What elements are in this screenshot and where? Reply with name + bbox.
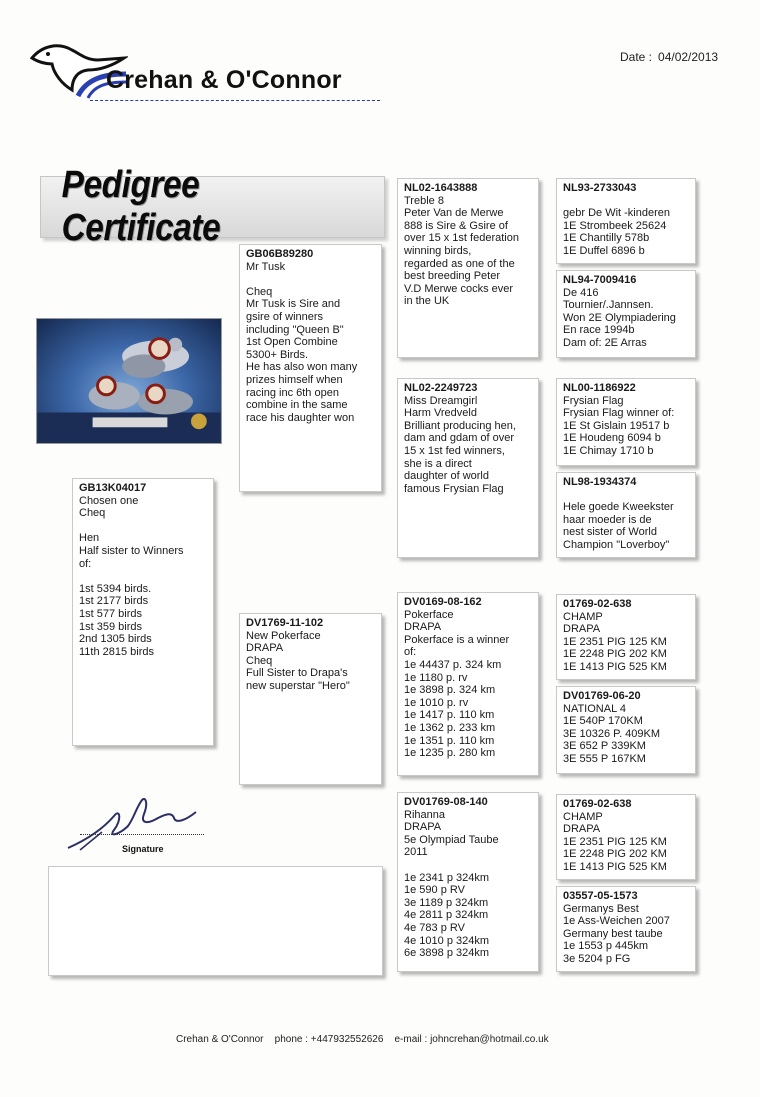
card-lines [404,609,532,760]
card-line [246,273,375,286]
card-line: 1st 2177 birds [79,595,149,608]
ring-number: 03557-05-1573 [563,890,638,902]
card-line: Cheq [79,507,106,520]
card-line: 1E Chantilly 578b [563,232,650,245]
card-line: DRAPA [404,621,442,634]
card-line: Hele goede Kweekster [563,501,674,514]
card-lines [246,261,375,425]
dam-sire-dam-card [556,686,696,774]
card-line: 1e 44437 p. 324 km [404,658,502,671]
card-line: gebr De Wit -kinderen [563,207,670,220]
bird-card [72,478,214,746]
card-line [563,195,689,208]
signature-label: Signature [122,844,164,854]
card-lines [404,195,532,308]
card-line: 2011 [404,846,428,859]
ring-number: NL02-1643888 [404,182,478,194]
card-line: 4e 2811 p 324km [404,909,489,922]
card-lines [563,611,689,674]
ring-number: 01769-02-638 [563,798,632,810]
date-row [620,50,724,64]
card-line: gsire of winners [246,310,324,323]
card-line: 1E 1413 PIG 525 KM [563,860,667,873]
card-lines [563,489,689,552]
ring-number: NL00-1186922 [563,382,636,394]
card-line: of: [404,646,417,659]
dam-dam-card [397,792,539,972]
card-line [404,859,532,872]
card-line: 1e 1180 p. rv [404,671,468,684]
card-line: daughter of world [404,470,489,483]
card-line: 3e 5204 p FG [563,952,631,965]
ring-number: 01769-02-638 [563,598,632,610]
card-line: 1E Duffel 6896 b [563,244,645,257]
card-line: nest sister of World [563,526,657,539]
ring-number: NL94-7009416 [563,274,637,286]
card-line: Pokerface is a winner [404,633,510,646]
card-line: 1E 1413 PIG 525 KM [563,660,667,673]
footer-email[interactable]: johncrehan@hotmail.co.uk [430,1034,549,1045]
card-line: 6e 3898 p 324km [404,947,490,960]
footer-contact [176,1034,549,1045]
card-line: Half sister to Winners [79,544,184,557]
card-line: 3E 10326 P. 409KM [563,727,661,740]
card-line: 5e Olympiad Taube [404,833,499,846]
footer-company: Crehan & O'Connor [176,1034,264,1045]
ring-number: DV1769-11-102 [246,617,324,629]
card-line [563,489,689,502]
card-line: 1E 540P 170KM [563,715,643,728]
card-line: Brilliant producing hen, [404,419,516,432]
card-line: combine in the same [246,399,348,412]
card-line: 1E 2351 PIG 125 KM [563,635,667,648]
card-line: 1e 1553 p 445km [563,940,649,953]
card-line: 1st Open Combine [246,336,338,349]
card-line: CHAMP [563,610,603,623]
card-line: 1e 1235 p. 280 km [404,747,496,760]
card-line: De 416 [563,286,599,299]
card-line: 1E St Gislain 19517 b [563,419,670,432]
dam-dam-sire-card [556,794,696,880]
card-line: Hen [79,532,100,545]
notes-box [48,866,383,976]
pigeon-photo [36,318,222,444]
card-lines [563,703,689,766]
card-line: 2nd 1305 birds [79,633,152,646]
card-line: Mr Tusk [246,260,286,273]
card-line: Peter Van de Merwe [404,207,504,220]
card-line: Pokerface [404,608,454,621]
card-line: 1st 359 birds [79,620,142,633]
sire-dam-sire-card [556,378,696,466]
card-line: V.D Merwe cocks ever [404,282,514,295]
card-line: new superstar "Hero" [246,679,350,692]
card-line: over 15 x 1st federation [404,232,519,245]
card-line: Chosen one [79,494,139,507]
card-line: Harm Vredveld [404,407,477,420]
title-banner [40,164,385,249]
card-line: 1e 2341 p 324km [404,871,490,884]
card-line: Germany best taube [563,927,663,940]
card-line: He has also won many [246,361,358,374]
card-line: including "Queen B" [246,323,344,336]
ring-number: NL02-2249723 [404,382,478,394]
ring-number: GB06B89280 [246,248,314,260]
ring-number: GB13K04017 [79,482,147,494]
card-line: 1st 5394 birds. [79,582,152,595]
footer-phone: +447932552626 [310,1034,384,1045]
ring-number: NL98-1934374 [563,476,637,488]
ring-number: NL93-2733043 [563,182,637,194]
card-line: Frysian Flag [563,394,624,407]
card-line: CHAMP [563,810,603,823]
footer-email-label: e-mail : [394,1034,428,1045]
card-line: 1E 2248 PIG 202 KM [563,648,667,661]
card-line: best breeding Peter [404,270,501,283]
dam-card [239,613,382,785]
card-line: 15 x 1st fed winners, [404,444,505,457]
footer-phone-label: phone : [274,1034,309,1045]
card-line: 5300+ Birds. [246,348,309,361]
card-line: 1e 1351 p. 110 km [404,734,495,747]
card-line: 1e 1417 p. 110 km [404,709,495,722]
card-line: 1e 590 p RV [404,884,465,897]
ring-number: DV01769-08-140 [404,796,488,808]
sire-sire-card [397,178,539,358]
card-line: 1e Ass-Weichen 2007 [563,915,670,928]
sire-dam-card [397,378,539,558]
card-lines [246,630,375,693]
card-line: DRAPA [246,642,284,655]
card-line: 4e 1010 p 324km [404,934,490,947]
card-lines [563,195,689,258]
card-line: NATIONAL 4 [563,702,626,715]
card-lines [79,495,207,659]
card-line: she is a direct [404,457,472,470]
card-line: 4e 783 p RV [404,921,465,934]
card-line: Cheq [246,285,273,298]
card-line: Champion "Loverboy" [563,538,670,551]
card-lines [404,809,532,960]
card-line: 1E Chimay 1710 b [563,444,654,457]
dam-dam-dam-card [556,886,696,972]
card-line: Frysian Flag winner of: [563,407,675,420]
card-line: 3e 1189 p 324km [404,896,489,909]
card-line: Miss Dreamgirl [404,394,478,407]
card-line: Germanys Best [563,902,639,915]
card-lines [563,287,689,350]
card-line: in the UK [404,295,450,308]
card-line: prizes himself when [246,373,343,386]
card-line: dam and gdam of over [404,432,515,445]
card-line: Cheq [246,654,273,667]
card-line: 1e 3898 p. 324 km [404,684,496,697]
card-line: 1st 577 birds [79,607,142,620]
card-line [79,520,207,533]
card-line: DRAPA [404,821,442,834]
card-lines [563,395,689,458]
card-line: Won 2E Olympiadering [563,311,676,324]
card-line: Dam of: 2E Arras [563,336,647,349]
card-line: Treble 8 [404,194,444,207]
card-line: DRAPA [563,623,601,636]
sire-dam-dam-card [556,472,696,558]
date-value: 04/02/2013 [658,50,719,64]
dam-sire-card [397,592,539,776]
card-line [79,570,207,583]
sire-sire-dam-card [556,270,696,358]
card-lines [563,811,689,874]
card-line: 1e 1362 p. 233 km [404,721,496,734]
signature-line [80,834,204,835]
sire-card [239,244,382,492]
card-line: Mr Tusk is Sire and [246,298,341,311]
card-line: of: [79,557,92,570]
dam-sire-sire-card [556,594,696,680]
card-line: winning birds, [404,244,472,257]
card-line: Tournier/.Jannsen. [563,299,654,312]
card-line: Full Sister to Drapa's [246,667,348,680]
ring-number: DV01769-06-20 [563,690,641,702]
brand-name: Crehan & O'Connor [106,66,342,94]
pigeon-photo-image [37,319,221,443]
card-line: 11th 2815 birds [79,645,155,658]
page-title: Pedigree Certificate [61,164,221,249]
card-line: 3E 555 P 167KM [563,752,646,765]
card-line: 1E 2351 PIG 125 KM [563,835,667,848]
card-line: 1E Houdeng 6094 b [563,432,661,445]
ring-number: DV0169-08-162 [404,596,482,608]
card-lines [404,395,532,496]
card-line: regarded as one of the [404,257,515,270]
sire-sire-sire-card [556,178,696,264]
card-line: 888 is Sire & Gsire of [404,219,508,232]
card-lines [563,903,689,966]
card-line: Rihanna [404,808,445,821]
card-line: DRAPA [563,823,601,836]
card-line: 1e 1010 p. rv [404,696,469,709]
card-line: 3E 652 P 339KM [563,740,646,753]
card-line: New Pokerface [246,629,321,642]
card-line: famous Frysian Flag [404,482,504,495]
card-line: 1E Strombeek 25624 [563,219,667,232]
card-line: En race 1994b [563,324,635,337]
card-line: race his daughter won [246,411,355,424]
brand-underline [90,100,380,101]
date-label: Date : [620,50,653,64]
card-line: racing inc 6th open [246,386,339,399]
card-line: 1E 2248 PIG 202 KM [563,848,667,861]
card-line: haar moeder is de [563,513,652,526]
